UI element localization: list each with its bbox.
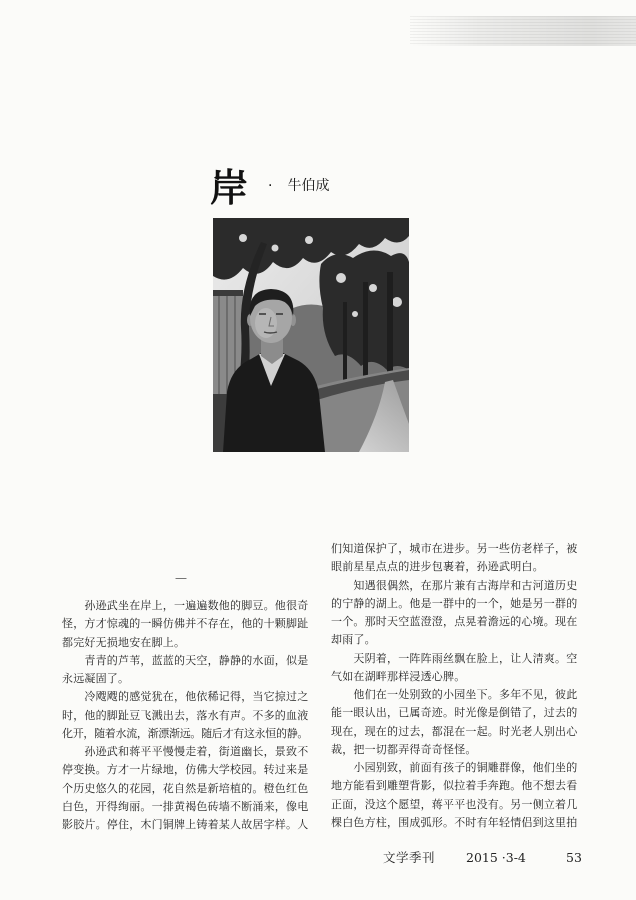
author-name: 牛伯成 xyxy=(287,178,330,194)
text-line: 白色，开得绚丽。一排黄褐色砖墙不断涌来，像电 xyxy=(62,799,309,813)
text-line: 孙逊武和蒋平平慢慢走着，街道幽长，景致不 xyxy=(84,745,309,758)
text-line: 小园别致，前面有孩子的铜雕群像，他们坐的 xyxy=(353,761,578,774)
text-line: 气如在湖畔那样浸透心脾。 xyxy=(331,669,466,683)
paragraph xyxy=(62,597,309,652)
text-line: 怪，方才惊魂的一瞬仿佛并不存在，他的十颗脚趾 xyxy=(62,617,309,631)
journal-name: 文学季刊 xyxy=(383,850,436,865)
left-text-column xyxy=(62,597,309,834)
section-mark: — xyxy=(175,571,187,585)
text-line: 青青的芦苇，蓝蓝的天空，静静的水面，似是 xyxy=(84,653,309,667)
byline-dot: · xyxy=(268,178,273,194)
text-line: 冷飕飕的感觉犹在，他依稀记得，当它掠过之 xyxy=(84,690,309,704)
text-line: 知遇很偶然，在那片兼有古海岸和古河道历史 xyxy=(353,578,578,592)
text-line: 棵白色方柱，围成弧形。不时有年轻情侣到这里拍 xyxy=(331,815,578,829)
paragraph xyxy=(62,743,309,834)
right-text-column xyxy=(331,540,578,832)
text-line: 他们在一处别致的小园坐下。多年不见，彼此 xyxy=(353,688,578,701)
text-line: 孙逊武坐在岸上，一遍遍数他的脚豆。他很奇 xyxy=(84,599,309,612)
text-line: 现在，现在的过去，都混在一起。时光老人别出心 xyxy=(331,724,578,738)
text-line: 的宁静的湖上。他是一群中的一个，她是另一群的 xyxy=(331,596,578,610)
text-line: 时，他的脚趾豆飞溅出去，落水有声。不多的血液 xyxy=(62,708,309,722)
author-photo xyxy=(213,218,409,452)
text-line: 都完好无损地安在脚上。 xyxy=(62,635,186,649)
paragraph xyxy=(62,652,309,689)
text-line: 永远凝固了。 xyxy=(62,672,130,685)
paragraph xyxy=(331,577,578,650)
text-line: 天阴着，一阵阵雨丝飘在脸上，让人清爽。空 xyxy=(353,651,578,665)
page-number: 53 xyxy=(566,850,582,865)
paragraph-continued xyxy=(331,540,578,577)
text-line: 影胶片。停住，木门铜牌上铸着某人故居字样。人 xyxy=(62,818,309,831)
text-line: 能一眼认出，已属奇迹。时光像是倒错了，过去的 xyxy=(331,706,578,720)
text-line: 裁，把一切都弄得奇奇怪怪。 xyxy=(331,742,477,756)
paragraph xyxy=(331,759,578,832)
scan-edge-shading xyxy=(410,16,636,46)
paragraph xyxy=(331,650,578,687)
issue-number: 2015 ·3-4 xyxy=(466,850,526,865)
text-line: 停变换。方才一片绿地，仿佛大学校园。转过来是 xyxy=(62,763,309,777)
paragraph xyxy=(331,686,578,759)
text-line: 们知道保护了，城市在进步。另一些仿老样子，被 xyxy=(331,542,578,555)
text-line: 化开，随着水流，渐漂渐远。随后才有这永恒的静。 xyxy=(62,726,309,740)
byline xyxy=(268,177,329,195)
text-line: 却雨了。 xyxy=(331,633,376,647)
text-line: 一个。那时天空蓝澄澄，点晃着澹远的心境。现在 xyxy=(331,615,578,628)
article-title: 岸 xyxy=(210,166,249,210)
text-line: 个历史悠久的花园，花自然是新培植的。橙色红色 xyxy=(62,781,309,795)
paragraph xyxy=(62,688,309,743)
text-line: 正面，没这个愿望，蒋平平也没有。另一侧立着几 xyxy=(331,797,578,811)
text-line: 眼前星星点点的进步包裹着，孙逊武明白。 xyxy=(331,560,544,574)
text-line: 地方能看到雕塑背影，似拉着手奔跑。他不想去看 xyxy=(331,779,578,793)
